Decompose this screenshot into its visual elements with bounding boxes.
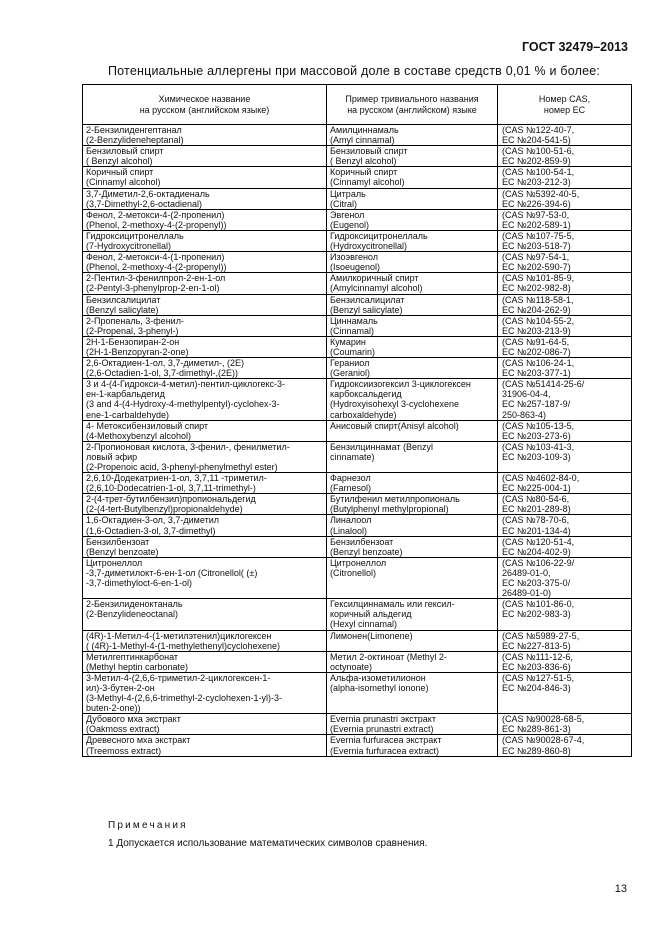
chemical-name-cell: 2-Пропеналь, 3-фенил- (2-Propenal, 3-phenyl-)	[83, 315, 327, 336]
table-row	[83, 494, 632, 515]
trivial-name-cell: Гидроксиизогексил 3-циклогексен карбоксальдегид (Hydroxyisohexyl 3-cyclohexene carboxaldehyde)	[327, 379, 498, 420]
table-row	[83, 536, 632, 557]
cas-ec-cell: (CAS №122-40-7, EC №204-541-5)	[498, 125, 632, 146]
cas-ec-cell: (CAS №97-53-0, EC №202-589-1)	[498, 209, 632, 230]
chemical-name-cell: Коричный спирт (Cinnamyl alcohol)	[83, 167, 327, 188]
table-row	[83, 557, 632, 598]
page-number: 13	[614, 883, 627, 895]
trivial-name-cell: Коричный спирт (Cinnamyl alcohol)	[327, 167, 498, 188]
cas-ec-cell: (CAS №97-54-1, EC №202-590-7)	[498, 252, 632, 273]
trivial-name-cell: Альфа-изометилионон (alpha-isomethyl ionone)	[327, 672, 498, 713]
cas-ec-cell: (CAS №4602-84-0, EC №225-004-1)	[498, 473, 632, 494]
cas-ec-cell: (CAS №90028-67-4, EC №289-860-8)	[498, 735, 632, 756]
table-row	[83, 146, 632, 167]
table-row	[83, 379, 632, 420]
table-row	[83, 599, 632, 630]
trivial-name-cell: Бутилфенил метилпропиональ (Butylphenyl methylpropional)	[327, 494, 498, 515]
trivial-name-cell: Цитронеллол (Citronellol)	[327, 557, 498, 598]
cas-ec-cell: (CAS №120-51-4, EC №204-402-9)	[498, 536, 632, 557]
chemical-name-cell: 4- Метоксибензиловый спирт (4-Methoxybenzyl alcohol)	[83, 420, 327, 441]
trivial-name-cell: Фарнезол (Farnesol)	[327, 473, 498, 494]
table-row	[83, 441, 632, 472]
table-row	[83, 188, 632, 209]
standard-header: ГОСТ 32479–2013	[522, 40, 628, 54]
chemical-name-cell: Фенол, 2-метокси-4-(1-пропенил) (Phenol, 2-methoxy-4-(2-propenyl))	[83, 252, 327, 273]
table-row	[83, 735, 632, 756]
trivial-name-cell: Гераниол (Geraniol)	[327, 358, 498, 379]
trivial-name-cell: Бензилсалицилат (Benzyl salicylate)	[327, 294, 498, 315]
trivial-name-cell: Эвгенол (Eugenol)	[327, 209, 498, 230]
chemical-name-cell: 2-Пентил-3-фенилпроп-2-ен-1-ол (2-Pentyl-3-phenylprop-2-en-1-ol)	[83, 273, 327, 294]
chemical-name-cell: Бензиловый спирт ( Benzyl alcohol)	[83, 146, 327, 167]
table-row	[83, 336, 632, 357]
cas-ec-cell: (CAS №103-41-3, EC №203-109-3)	[498, 441, 632, 472]
trivial-name-cell: Циннамаль (Cinnamal)	[327, 315, 498, 336]
table-row	[83, 672, 632, 713]
table-row	[83, 209, 632, 230]
trivial-name-cell: Амилциннамаль (Amyl cinnamal)	[327, 125, 498, 146]
cas-ec-cell: (CAS №105-13-5, EC №203-273-6)	[498, 420, 632, 441]
chemical-name-cell: Цитронеллол -3,7-диметилокт-6-ен-1-ол (Citronellol( (±) -3,7-dimethyloct-6-en-1-ol)	[83, 557, 327, 598]
chemical-name-cell: 2-(4-трет-бутилбензил)пропиональдегид (2-(4-tert-Butylbenzyl)propionaldehyde)	[83, 494, 327, 515]
trivial-name-cell: Evernia prunastri экстракт (Evernia prunastri extract)	[327, 714, 498, 735]
cas-ec-cell: (CAS №91-64-5, EC №202-086-7)	[498, 336, 632, 357]
cas-ec-cell: (CAS №100-54-1, EC №203-212-3)	[498, 167, 632, 188]
cas-ec-cell: (CAS №111-12-6, EC №203-836-6)	[498, 651, 632, 672]
table-row	[83, 420, 632, 441]
trivial-name-cell: Линалоол (Linalool)	[327, 515, 498, 536]
chemical-name-cell: Бензилбензоат (Benzyl benzoate)	[83, 536, 327, 557]
table-row	[83, 273, 632, 294]
table-row	[83, 315, 632, 336]
trivial-name-cell: Цитраль (Citral)	[327, 188, 498, 209]
trivial-name-cell: Амилкоричный спирт (Amylcinnamyl alcohol)	[327, 273, 498, 294]
table-caption: Потенциальные аллергены при массовой доле в составе средств 0,01 % и более:	[108, 64, 601, 78]
chemical-name-cell: Гидроксицитронеллаль (7-Hydroxycitronellal)	[83, 230, 327, 251]
allergens-table	[82, 84, 632, 757]
cas-ec-cell: (CAS №90028-68-5, EC №289-861-3)	[498, 714, 632, 735]
chemical-name-cell: Фенол, 2-метокси-4-(2-пропенил) (Phenol, 2-methoxy-4-(2-propenyl))	[83, 209, 327, 230]
chemical-name-cell: 1,6-Октадиен-3-ол, 3,7-диметил (1,6-Octadien-3-ol, 3,7-dimethyl)	[83, 515, 327, 536]
column-header-chemical-name: Химическое название на русском (английском языке)	[83, 85, 327, 125]
cas-ec-cell: (CAS №107-75-5, EC №203-518-7)	[498, 230, 632, 251]
table-row	[83, 473, 632, 494]
cas-ec-cell: (CAS №106-24-1, EC №203-377-1)	[498, 358, 632, 379]
notes-title: Примечания	[108, 820, 188, 831]
table-row	[83, 651, 632, 672]
chemical-name-cell: 2-Бензилиденоктаналь (2-Benzylideneoctanal)	[83, 599, 327, 630]
cas-ec-cell: (CAS №80-54-6, EC №201-289-8)	[498, 494, 632, 515]
trivial-name-cell: Анисовый спирт(Anisyl alcohol)	[327, 420, 498, 441]
table-row	[83, 252, 632, 273]
chemical-name-cell: 2H-1-Бензопиран-2-он (2H-1-Benzopyran-2-one)	[83, 336, 327, 357]
column-header-trivial-name: Пример тривиального названия на русском (английском) языке	[327, 85, 498, 125]
chemical-name-cell: 2-Бензилиденгептанал (2-Benzylideneheptanal)	[83, 125, 327, 146]
table-row	[83, 125, 632, 146]
chemical-name-cell: Дубового мха экстракт (Oakmoss extract)	[83, 714, 327, 735]
trivial-name-cell: Изоэвгенол (Isoeugenol)	[327, 252, 498, 273]
cas-ec-cell: (CAS №101-85-9, EC №202-982-8)	[498, 273, 632, 294]
trivial-name-cell: Бензилбензоат (Benzyl benzoate)	[327, 536, 498, 557]
chemical-name-cell: 2,6-Октадиен-1-ол, 3,7-диметил-, (2E) (2,6-Octadien-1-ol, 3,7-dimethyl-,(2E))	[83, 358, 327, 379]
table-header-row	[83, 85, 632, 125]
trivial-name-cell: Evernia furfuracea экстракт (Evernia furfuracea extract)	[327, 735, 498, 756]
table-row	[83, 230, 632, 251]
cas-ec-cell: (CAS №118-58-1, EC №204-262-9)	[498, 294, 632, 315]
trivial-name-cell: Метил 2-октинoат (Methyl 2- octynoate)	[327, 651, 498, 672]
note-item: 1 Допускается использование математических символов сравнения.	[108, 838, 428, 849]
cas-ec-cell: (CAS №127-51-5, EC №204-846-3)	[498, 672, 632, 713]
table-row	[83, 294, 632, 315]
chemical-name-cell: 3 и 4-(4-Гидрокси-4-метил)-пентил-циклогекс-3- ен-1-карбальдегид (3 and 4-(4-Hydroxy-4-methylpentyl)-cyclohex-3- ene-1-carbaldehyde)	[83, 379, 327, 420]
trivial-name-cell: Бензилциннамат (Benzyl cinnamate)	[327, 441, 498, 472]
cas-ec-cell: (CAS №5392-40-5, EC №226-394-6)	[498, 188, 632, 209]
trivial-name-cell: Бензиловый спирт ( Benzyl alcohol)	[327, 146, 498, 167]
table-row	[83, 714, 632, 735]
chemical-name-cell: Метилгептинкарбонат (Methyl heptin carbonate)	[83, 651, 327, 672]
chemical-name-cell: 2-Пропионовая кислота, 3-фенил-, фенилметил- ловый эфир (2-Propenoic acid, 3-phenyl-phenylmethyl ester)	[83, 441, 327, 472]
table-row	[83, 515, 632, 536]
chemical-name-cell: 3-Метил-4-(2,6,6-триметил-2-циклогексен-1- ил)-3-бутен-2-он (3-Methyl-4-(2,6,6-trimethyl-2-cyclohexen-1-yl)-3- buten-2-one))	[83, 672, 327, 713]
cas-ec-cell: (CAS №78-70-6, EC №201-134-4)	[498, 515, 632, 536]
cas-ec-cell: (CAS №51414-25-6/ 31906-04-4, EC №257-187-9/ 250-863-4)	[498, 379, 632, 420]
trivial-name-cell: Кумарин (Coumarin)	[327, 336, 498, 357]
column-header-cas-ec: Номер CAS, номер ЕС	[498, 85, 632, 125]
cas-ec-cell: (CAS №5989-27-5, EC №227-813-5)	[498, 630, 632, 651]
chemical-name-cell: (4R)-1-Метил-4-(1-метилэтенил)циклогексен ( (4R)-1-Methyl-4-(1-methylethenyl)cyclohexene)	[83, 630, 327, 651]
trivial-name-cell: Лимонен(Limonene)	[327, 630, 498, 651]
chemical-name-cell: 3,7-Диметил-2,6-октадиеналь (3,7-Dimethyl-2,6-octadienal)	[83, 188, 327, 209]
cas-ec-cell: (CAS №100-51-6, EC №202-859-9)	[498, 146, 632, 167]
chemical-name-cell: 2,6,10-Додекатриен-1-ол, 3,7,11 -триметил- (2,6,10-Dodecatrien-1-ol, 3,7,11-trimethyl-)	[83, 473, 327, 494]
cas-ec-cell: (CAS №104-55-2, EC №203-213-9)	[498, 315, 632, 336]
table-row	[83, 630, 632, 651]
table-row	[83, 167, 632, 188]
trivial-name-cell: Гидроксицитронеллаль (Hydroxycitronellal)	[327, 230, 498, 251]
cas-ec-cell: (CAS №101-86-0, EC №202-983-3)	[498, 599, 632, 630]
chemical-name-cell: Бензилсалицилат (Benzyl salicylate)	[83, 294, 327, 315]
table-row	[83, 358, 632, 379]
trivial-name-cell: Гексилциннамаль или гексил- коричный альдегид (Hexyl cinnamal)	[327, 599, 498, 630]
chemical-name-cell: Древесного мха экстракт (Treemoss extract)	[83, 735, 327, 756]
cas-ec-cell: (CAS №106-22-9/ 26489-01-0, EC №203-375-0/ 26489-01-0)	[498, 557, 632, 598]
